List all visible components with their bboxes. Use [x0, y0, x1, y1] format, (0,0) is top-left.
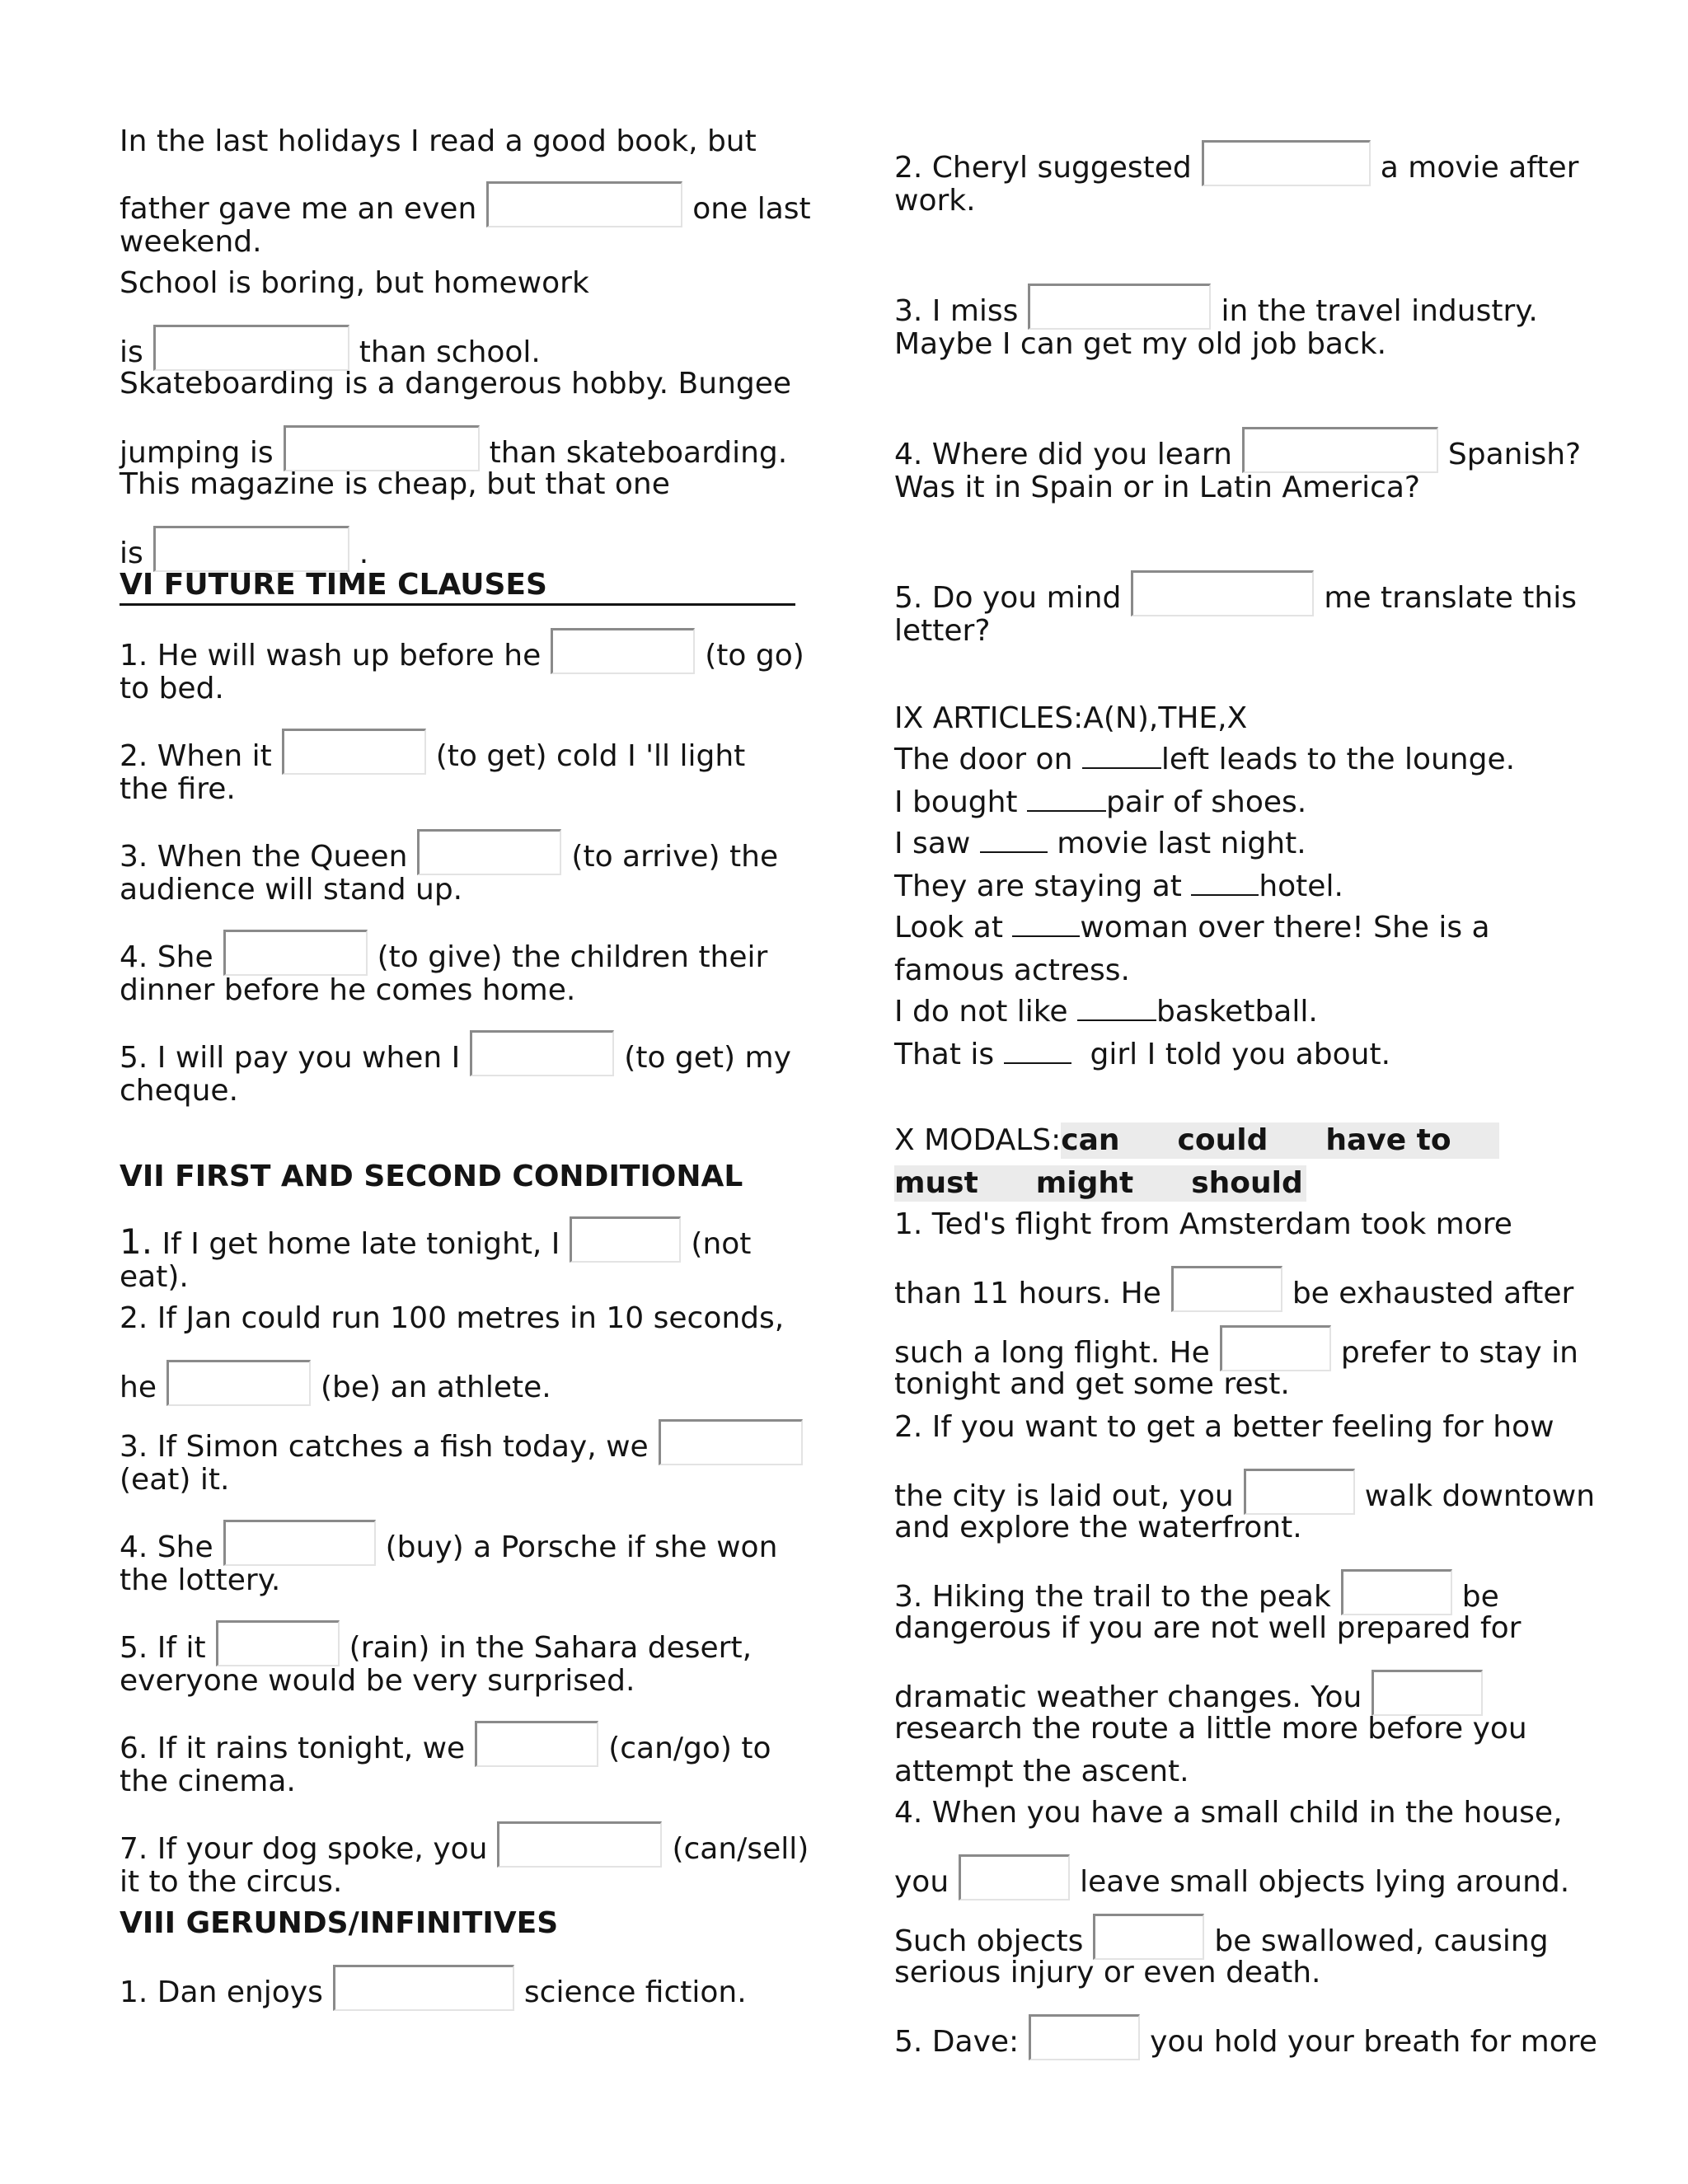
left-column	[120, 0, 811, 2184]
question-text: tonight and get some rest.	[894, 1367, 1290, 1401]
section-heading: VI FUTURE TIME CLAUSES	[120, 568, 547, 602]
question-text: 2. When it	[120, 739, 272, 773]
question-text: serious injury or even death.	[894, 1956, 1321, 1990]
question-text: If I get home late tonight, I	[162, 1227, 560, 1261]
verb-hint: (rain) in the Sahara desert,	[349, 1631, 753, 1665]
text-line	[120, 1721, 771, 1765]
text-line	[120, 1663, 635, 1699]
text-line	[120, 1821, 809, 1866]
text-line	[894, 1366, 1290, 1403]
sentence-text: jumping is	[120, 436, 274, 470]
sentence-text: basketball.	[1156, 995, 1318, 1029]
text-line	[894, 1409, 1554, 1446]
verb-hint: (not	[691, 1227, 752, 1261]
question-text: 2. If you want to get a better feeling for how	[894, 1410, 1554, 1444]
text-line	[894, 1037, 1390, 1073]
word-bank-row	[894, 1165, 1306, 1202]
text-line	[120, 526, 369, 570]
question-text: Spanish?	[1447, 438, 1582, 471]
text-line	[120, 1965, 747, 2009]
answer-input[interactable]	[1202, 140, 1371, 186]
text-line	[120, 265, 589, 302]
answer-input[interactable]	[1029, 2014, 1140, 2060]
text-line	[120, 1360, 551, 1404]
text-line	[894, 470, 1420, 506]
answer-input[interactable]	[570, 1216, 681, 1263]
blank-line	[1191, 869, 1259, 896]
verb-hint: (to get) cold I 'll light	[435, 739, 746, 773]
sentence-text: one last	[692, 192, 811, 226]
question-text: you hold your breath for more	[1150, 2025, 1597, 2059]
right-column	[894, 0, 1661, 2184]
sentence-text: I saw	[894, 827, 971, 860]
text-line	[894, 1569, 1499, 1614]
question-text: the fire.	[120, 772, 236, 806]
question-text: than 11 hours. He	[894, 1277, 1161, 1310]
text-line	[120, 1419, 813, 1464]
question-text: prefer to stay in	[1340, 1336, 1579, 1370]
text-line	[120, 1216, 752, 1262]
text-line	[894, 613, 990, 649]
sentence-text: than skateboarding.	[489, 436, 788, 470]
word-bank-item: could	[1177, 1123, 1268, 1157]
text-line	[894, 1510, 1302, 1546]
text-line	[120, 771, 236, 808]
answer-input[interactable]	[153, 526, 349, 572]
text-line	[120, 972, 575, 1009]
question-text: a movie after	[1380, 151, 1579, 185]
sentence-text: famous actress.	[894, 954, 1130, 987]
question-text: me translate this	[1324, 581, 1577, 615]
answer-input[interactable]	[659, 1419, 803, 1465]
text-line	[894, 140, 1579, 185]
answer-input[interactable]	[1220, 1325, 1331, 1371]
question-text: 3. If Simon catches a fish today, we	[120, 1430, 649, 1464]
question-text: 1. He will wash up before he	[120, 639, 542, 673]
word-bank-item: can	[1061, 1123, 1120, 1157]
question-text: be swallowed, causing	[1214, 1924, 1549, 1958]
answer-input[interactable]	[470, 1030, 614, 1076]
answer-input[interactable]	[1242, 427, 1438, 473]
text-line	[120, 1301, 784, 1337]
blank-line	[1004, 1038, 1071, 1064]
blank-line	[1082, 743, 1161, 769]
question-text: dangerous if you are not well prepared for	[894, 1611, 1522, 1645]
section-heading: IX ARTICLES:A(N),THE,X	[894, 701, 1248, 735]
text-line	[120, 1259, 189, 1296]
answer-input[interactable]	[1131, 570, 1314, 616]
question-text: 4. Where did you learn	[894, 438, 1232, 471]
text-line	[894, 1610, 1521, 1647]
question-text: 4. She	[120, 940, 213, 974]
text-line	[120, 325, 541, 369]
question-text: 3. Hiking the trail to the peak	[894, 1580, 1331, 1614]
text-line	[894, 742, 1515, 778]
question-text: Was it in Spain or in Latin America?	[894, 471, 1421, 504]
section-heading: X MODALS:can could have to	[894, 1122, 1499, 1159]
question-text: 1. Ted's flight from Amsterdam took more	[894, 1207, 1512, 1241]
text-line	[120, 1520, 778, 1564]
text-line	[894, 1955, 1321, 1991]
question-text: science fiction.	[523, 1975, 747, 2009]
word-bank-item: should	[1191, 1166, 1303, 1200]
text-line	[894, 1266, 1574, 1310]
text-line	[120, 1764, 296, 1800]
heading-underline	[120, 603, 795, 606]
text-line	[120, 1864, 342, 1900]
question-text: research the route a little more before you	[894, 1712, 1527, 1746]
sentence-text: pair of shoes.	[1106, 785, 1307, 819]
question-text: to bed.	[120, 672, 224, 705]
sentence-text: is	[120, 335, 143, 369]
answer-input[interactable]	[551, 628, 695, 674]
text-line	[894, 1854, 1570, 1899]
text-line	[120, 425, 788, 470]
answer-input[interactable]	[284, 425, 480, 471]
text-line	[894, 869, 1343, 905]
text-line	[120, 466, 670, 503]
text-line	[894, 570, 1577, 615]
question-text: it to the circus.	[120, 1865, 343, 1899]
sentence-text: than school.	[359, 335, 541, 369]
sentence-text: movie last night.	[1057, 827, 1306, 860]
question-text: 1. Dan enjoys	[120, 1975, 323, 2009]
sentence-text: hotel.	[1259, 869, 1343, 903]
question-text: Maybe I can get my old job back.	[894, 327, 1387, 361]
text-line	[120, 930, 768, 974]
sentence-text: .	[359, 537, 369, 570]
text-line	[894, 953, 1130, 989]
text-line	[120, 1563, 280, 1599]
sentence-text: The door on	[894, 743, 1073, 776]
text-line	[894, 2014, 1597, 2059]
question-text: be	[1461, 1580, 1499, 1614]
answer-input[interactable]	[216, 1620, 340, 1666]
text-line	[120, 366, 791, 402]
question-text: eat).	[120, 1260, 189, 1294]
verb-hint: (to give) the children their	[377, 940, 768, 974]
question-text: in the travel industry.	[1221, 294, 1538, 328]
text-line	[894, 1207, 1512, 1243]
text-line	[894, 785, 1306, 821]
sentence-text: In the last holidays I read a good book, but	[120, 124, 757, 158]
answer-input[interactable]	[1244, 1469, 1355, 1515]
text-line	[120, 181, 811, 226]
verb-hint: (to go)	[705, 639, 804, 673]
text-line	[894, 1754, 1189, 1790]
text-line	[120, 729, 746, 773]
text-line	[894, 284, 1538, 328]
answer-input[interactable]	[153, 325, 349, 371]
sentence-text: father gave me an even	[120, 192, 477, 226]
answer-input[interactable]	[1372, 1670, 1483, 1716]
sentence-text: That is	[894, 1038, 995, 1071]
word-bank-row	[1061, 1122, 1499, 1159]
question-text: 2. Cheryl suggested	[894, 151, 1192, 185]
word-bank-item: must	[894, 1166, 978, 1200]
question-text: dramatic weather changes. You	[894, 1680, 1362, 1714]
question-text: cheque.	[120, 1074, 239, 1108]
text-line	[120, 1620, 753, 1665]
question-text: and explore the waterfront.	[894, 1511, 1302, 1544]
question-text: 5. Do you mind	[894, 581, 1122, 615]
sentence-text: I do not like	[894, 995, 1068, 1029]
question-text: walk downtown	[1364, 1479, 1596, 1513]
question-text: the city is laid out, you	[894, 1479, 1234, 1513]
question-text: work.	[894, 184, 976, 218]
text-line	[894, 826, 1306, 862]
question-text: 2. If Jan could run 100 metres in 10 seconds,	[120, 1301, 785, 1335]
word-bank-row	[894, 1165, 1306, 1202]
question-text: everyone would be very surprised.	[120, 1664, 635, 1698]
blank-line	[980, 827, 1048, 853]
question-text: 5. If it	[120, 1631, 206, 1665]
text-line	[894, 427, 1582, 471]
answer-input[interactable]	[223, 930, 368, 976]
text-line	[120, 829, 779, 874]
question-text: the lottery.	[120, 1563, 281, 1597]
question-text: he	[120, 1371, 157, 1404]
text-line	[894, 183, 976, 219]
sentence-text: girl I told you about.	[1090, 1038, 1391, 1071]
question-text: attempt the ascent.	[894, 1755, 1189, 1788]
answer-input[interactable]	[1093, 1914, 1204, 1960]
answer-input[interactable]	[223, 1520, 376, 1566]
text-line	[120, 671, 224, 707]
verb-hint: (can/go) to	[608, 1732, 771, 1765]
text-line	[894, 1325, 1579, 1370]
question-number: 1.	[120, 1221, 153, 1262]
answer-input[interactable]	[1171, 1266, 1282, 1312]
question-text: (be) an athlete.	[320, 1371, 551, 1404]
text-line	[894, 910, 1490, 946]
question-text: the cinema.	[120, 1765, 296, 1798]
sentence-text: Skateboarding is a dangerous hobby. Bungee	[120, 367, 792, 401]
sentence-text: woman over there! She is a	[1080, 911, 1490, 944]
sentence-text: Look at	[894, 911, 1003, 944]
sentence-text: This magazine is cheap, but that one	[120, 467, 670, 501]
question-text: letter?	[894, 614, 991, 648]
sentence-text: School is boring, but homework	[120, 266, 589, 300]
question-text: (eat) it.	[120, 1463, 230, 1497]
sentence-text: I bought	[894, 785, 1018, 819]
answer-input[interactable]	[417, 829, 561, 875]
verb-hint: (buy) a Porsche if she won	[385, 1530, 778, 1564]
blank-line	[1027, 785, 1106, 812]
answer-input[interactable]	[497, 1821, 662, 1868]
question-text: dinner before he comes home.	[120, 973, 576, 1007]
question-text: Such objects	[894, 1924, 1084, 1958]
question-text: 5. I will pay you when I	[120, 1041, 461, 1075]
text-line	[894, 1914, 1549, 1958]
text-line	[894, 1711, 1527, 1747]
text-line	[894, 1795, 1563, 1831]
question-text: 6. If it rains tonight, we	[120, 1732, 466, 1765]
text-line	[894, 1670, 1493, 1714]
answer-input[interactable]	[486, 181, 682, 227]
sentence-text: left leads to the lounge.	[1160, 743, 1516, 776]
answer-input[interactable]	[282, 729, 426, 775]
word-bank-item: might	[1035, 1166, 1134, 1200]
answer-input[interactable]	[1341, 1569, 1452, 1615]
section-heading: VIII GERUNDS/INFINITIVES	[120, 1906, 559, 1940]
answer-input[interactable]	[1028, 284, 1211, 330]
question-text: be exhausted after	[1292, 1277, 1574, 1310]
text-line	[894, 994, 1318, 1030]
sentence-text: is	[120, 537, 143, 570]
text-line	[894, 326, 1386, 363]
text-line	[120, 1073, 238, 1109]
answer-input[interactable]	[475, 1721, 598, 1767]
question-text: you	[894, 1865, 950, 1899]
question-text: 4. When you have a small child in the house,	[894, 1796, 1563, 1830]
question-text: audience will stand up.	[120, 873, 463, 907]
question-text: 4. She	[120, 1530, 213, 1564]
question-text: such a long flight. He	[894, 1336, 1210, 1370]
text-line	[120, 124, 757, 160]
question-text: 3. I miss	[894, 294, 1019, 328]
blank-line	[1012, 911, 1080, 937]
text-line	[120, 224, 262, 260]
text-line	[120, 1462, 229, 1498]
text-line	[120, 628, 804, 673]
answer-input[interactable]	[166, 1360, 311, 1406]
question-text: 7. If your dog spoke, you	[120, 1832, 488, 1866]
text-line	[120, 872, 462, 908]
verb-hint: (to get) my	[624, 1041, 791, 1075]
question-text: leave small objects lying around.	[1080, 1865, 1570, 1899]
section-heading: VII FIRST AND SECOND CONDITIONAL	[120, 1160, 743, 1193]
verb-hint: (to arrive) the	[571, 840, 779, 874]
word-bank-item: have to	[1325, 1123, 1451, 1157]
question-text: 3. When the Queen	[120, 840, 408, 874]
verb-hint: (can/sell)	[672, 1832, 809, 1866]
text-line	[120, 1030, 791, 1075]
question-text: 5. Dave:	[894, 2025, 1020, 2059]
text-line	[894, 1469, 1596, 1513]
sentence-text: They are staying at	[894, 869, 1182, 903]
blank-line	[1077, 995, 1156, 1021]
answer-input[interactable]	[959, 1854, 1070, 1900]
sentence-text: weekend.	[120, 225, 262, 259]
answer-input[interactable]	[333, 1965, 514, 2011]
